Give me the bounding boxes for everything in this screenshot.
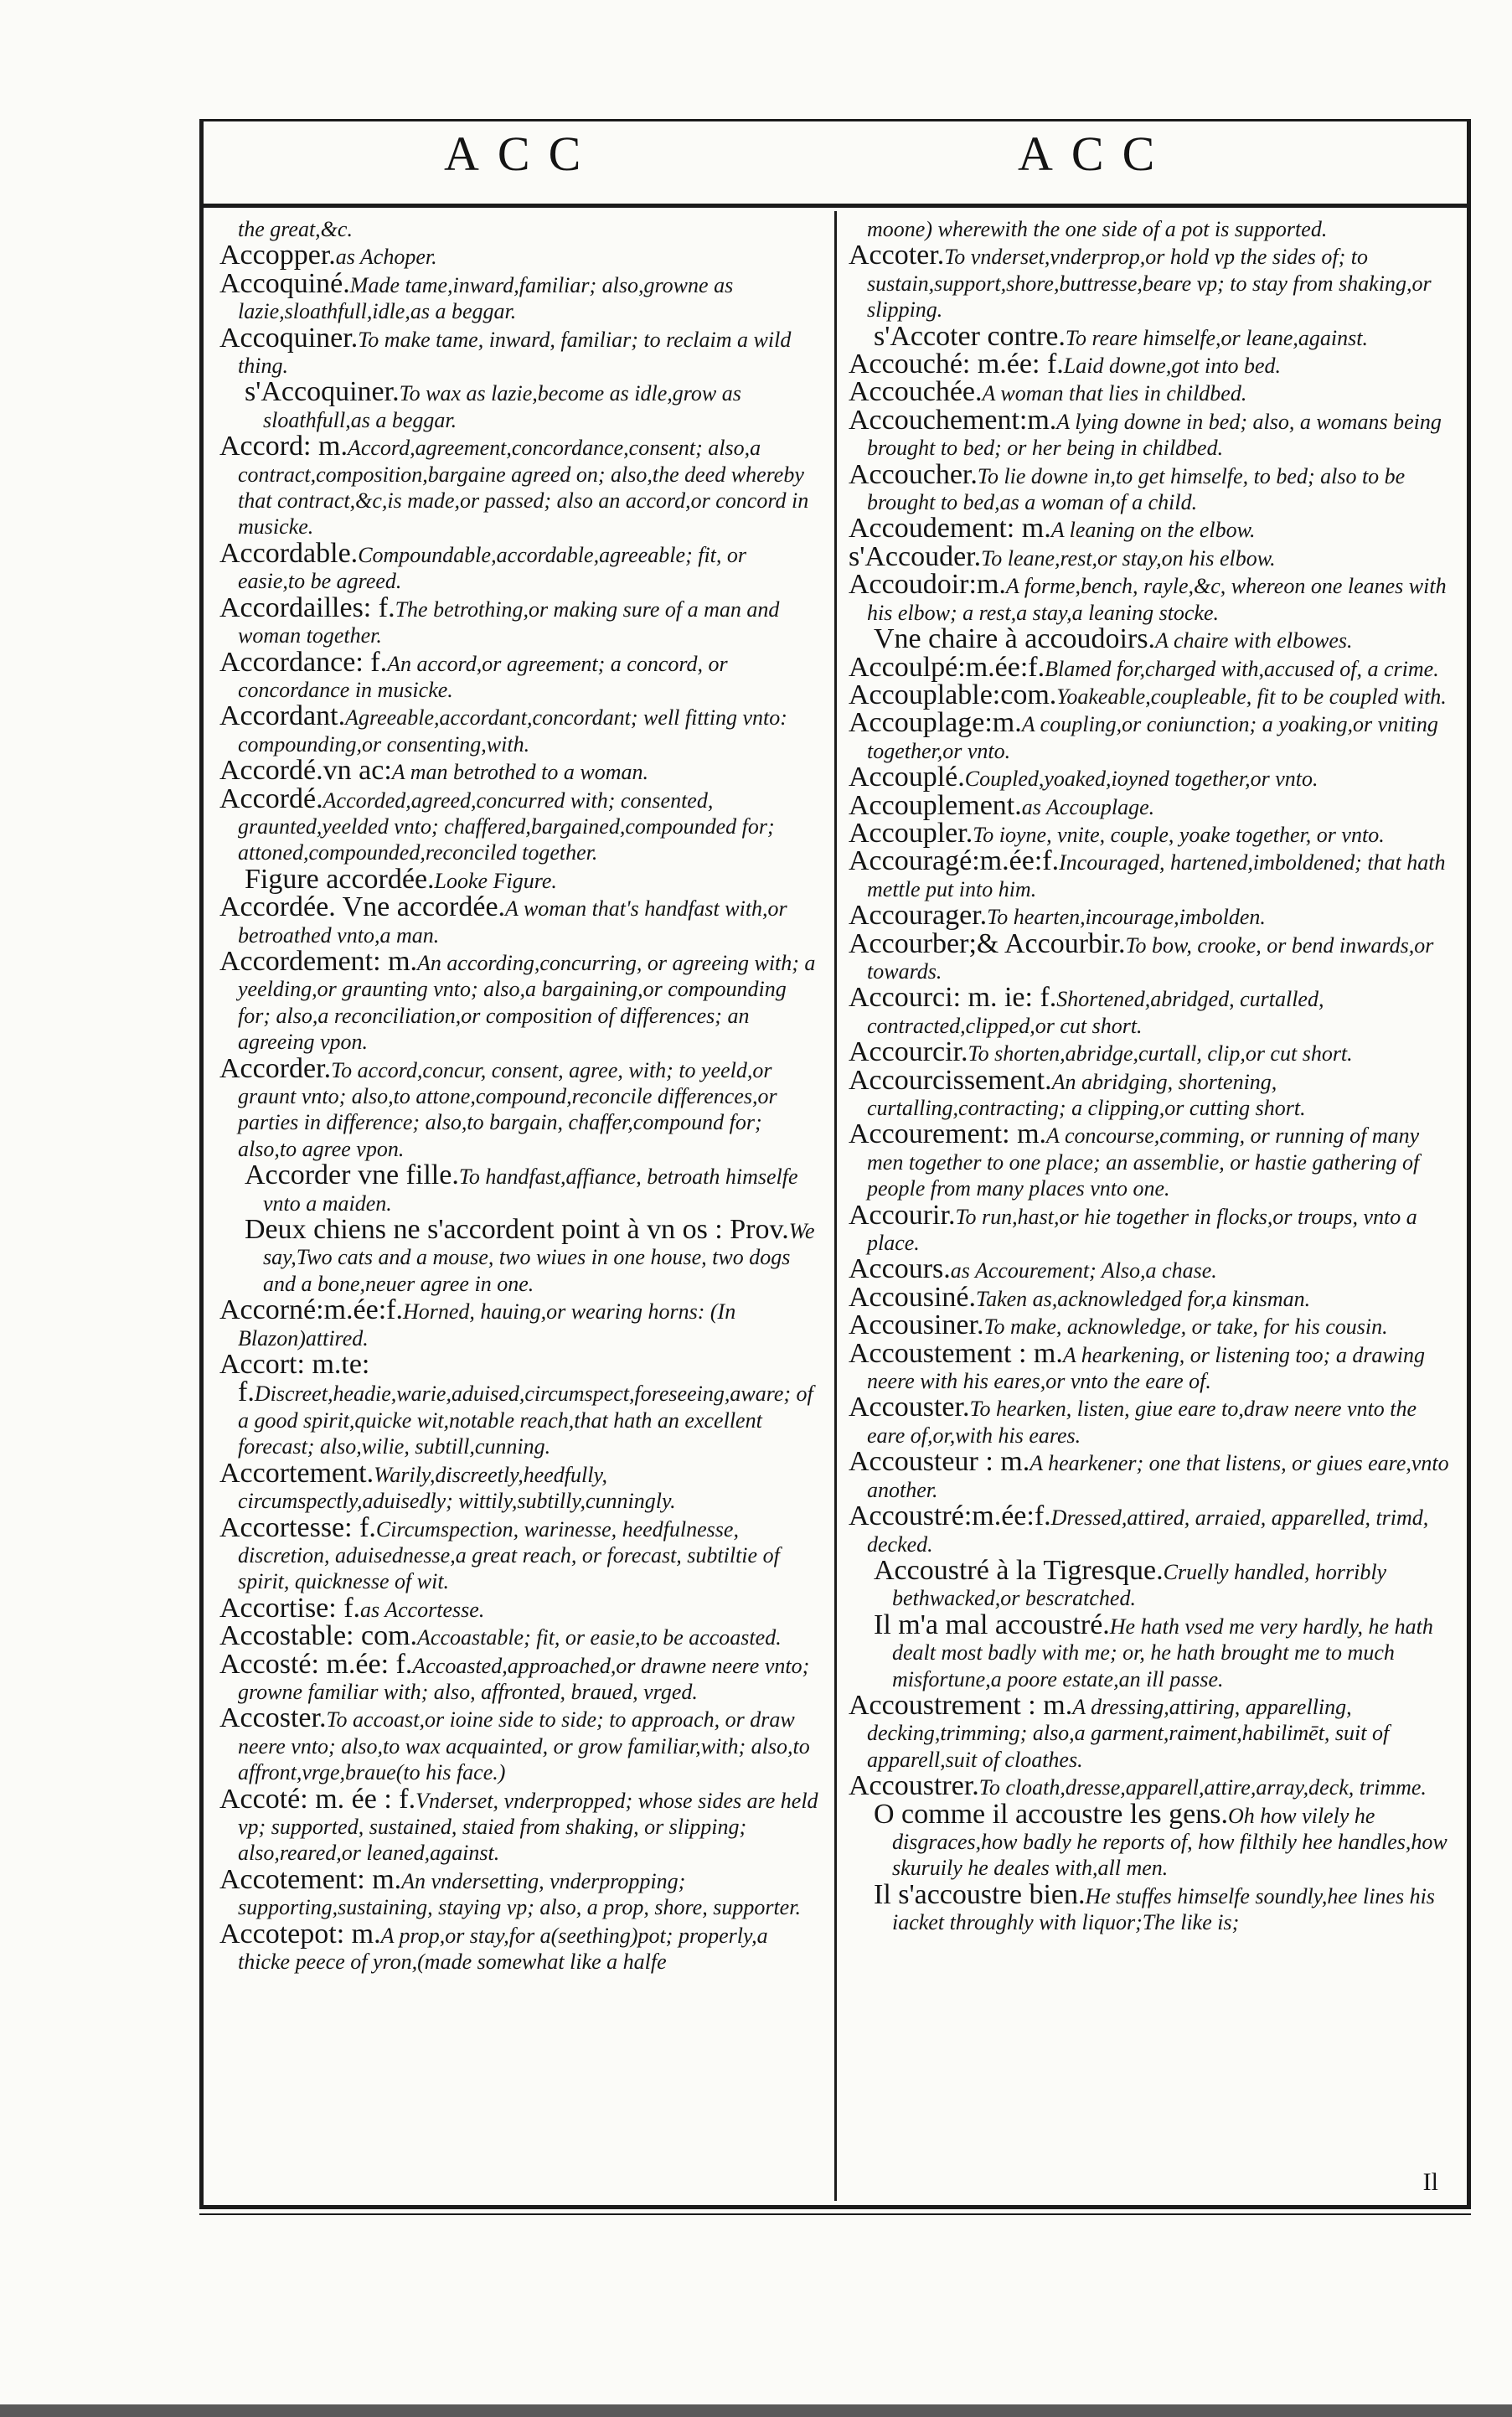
gloss: To shorten,abridge,curtall, clip,or cut short.	[968, 1041, 1353, 1066]
headword: Accorder.	[219, 1052, 332, 1084]
gloss: Discreet,headie,warie,aduised,circumspect,foreseeing,aware; of a good spirit,quicke wit,notable reach,that hath an excellent forecast; also,wilie, subtill,cunning.	[238, 1382, 813, 1459]
gloss: A woman that lies in childbed.	[982, 381, 1247, 406]
headword: Accouplable:com.	[849, 679, 1057, 710]
gloss: the great,&c.	[238, 217, 353, 241]
right-column	[849, 216, 1452, 2193]
gloss: He stuffes himselfe soundly,hee lines his iacket throughly with liquor;The like is;	[892, 1883, 1435, 1935]
dictionary-entry	[849, 1253, 1452, 1285]
headword: Accoustrement : m.	[849, 1689, 1073, 1721]
gloss: Made tame,inward,familiar; also,growne as lazie,sloathfull,idle,as a beggar.	[238, 272, 734, 324]
headword: Accouchement:m.	[849, 404, 1057, 436]
gloss: To accoast,or ioine side to side; to approach, or draw neere vnto; also,to wax acquainted, or grow familiar,with; also,to affront,vrge,braue(to his face.)	[238, 1707, 810, 1785]
page-edge-shadow	[0, 2404, 1512, 2417]
header-rule	[199, 204, 1471, 208]
headword: Accortesse: f.	[219, 1511, 376, 1543]
gloss: Circumspection, warinesse, heedfulnesse, discretion, aduisednesse,a great reach, or forecast, subtiltie of spirit, quicknesse of wit.	[238, 1516, 780, 1594]
dictionary-entry	[219, 863, 818, 895]
gloss: We say,Two cats and a mouse, two wiues in one house, two dogs and a bone,neuer agree in one.	[263, 1219, 815, 1296]
headword: s'Accoter contre.	[874, 320, 1066, 352]
gloss: To make, acknowledge, or take, for his cousin.	[983, 1314, 1388, 1340]
headword: Accordée. Vne accordée.	[219, 891, 506, 923]
headword: Accoucher.	[849, 458, 978, 490]
gloss: To make tame, inward, familiar; to reclaim a wild thing.	[238, 327, 792, 379]
dictionary-entry	[849, 764, 1452, 792]
headword: Accosté: m.ée: f.	[219, 1648, 413, 1680]
gloss: Cruelly handled, horribly bethwacked,or bescratched.	[892, 1559, 1387, 1611]
gloss: To cloath,dresse,apparell,attire,array,deck, trimme.	[978, 1775, 1427, 1800]
headword: s'Accoquiner.	[245, 376, 400, 408]
running-head-right: ACC	[1018, 127, 1174, 181]
dictionary-entry	[849, 1878, 1452, 1936]
dictionary-entry	[219, 891, 818, 948]
gloss: Accoasted,approached,or drawne neere vnto; growne familiar with; also, affronted, braued, vrged.	[238, 1653, 810, 1704]
gloss: Yoakeable,coupleable, fit to be coupled with.	[1056, 684, 1447, 709]
headword: Accoustrer.	[849, 1770, 979, 1802]
headword: Accoster.	[219, 1702, 327, 1734]
dictionary-entry	[849, 623, 1452, 655]
left-column	[219, 216, 818, 2193]
dictionary-entry	[849, 1309, 1452, 1341]
dictionary-entry	[849, 458, 1452, 516]
gloss: Laid downe,got into bed.	[1063, 354, 1282, 379]
headword: Accoustré:m.ée:f.	[849, 1500, 1051, 1532]
dictionary-entry	[849, 1064, 1452, 1122]
gloss: Taken as,acknowledged for,a kinsman.	[976, 1286, 1311, 1311]
column-divider	[834, 211, 837, 2201]
dictionary-entry	[849, 789, 1452, 821]
gloss: as Accouplage.	[1021, 794, 1155, 819]
headword: Accort: m.te: f.	[219, 1349, 370, 1408]
headword: Accouplement.	[849, 789, 1022, 821]
dictionary-entry	[849, 1446, 1452, 1503]
dictionary-entry	[849, 242, 1452, 323]
gloss: To hearken, listen, giue eare to,draw neere vnto the eare of,or,with his eares.	[867, 1397, 1417, 1448]
signature-mark: Il	[1422, 2168, 1438, 2196]
gloss: To handfast,affiance, betroath himselfe vnto a maiden.	[263, 1165, 798, 1216]
gloss: A man betrothed to a woman.	[391, 760, 648, 785]
headword: s'Accouder.	[849, 540, 982, 572]
dictionary-entry	[849, 515, 1452, 543]
gloss: Accord,agreement,concordance,consent; also,a contract,composition,bargaine agreed on; also,the deed whereby that contract,&c,is made,or passed; also an accord,or concord in musicke.	[238, 436, 809, 540]
dictionary-entry	[219, 1511, 818, 1595]
headword: Accoustré à la Tigresque.	[874, 1554, 1164, 1586]
headword: O comme il accoustre les gens.	[874, 1798, 1228, 1830]
gloss: To hearten,incourage,imbolden.	[987, 905, 1266, 930]
headword: Il m'a mal accoustré.	[874, 1609, 1110, 1640]
gloss: To accord,concur, consent, agree, with; to yeeld,or graunt vnto; also,to attone,compound,reconcile differences,or parties in difference; also,to bargain, chaffer,compound for; also,to agree vpon.	[238, 1057, 777, 1161]
dictionary-entry	[219, 322, 818, 380]
dictionary-entry	[849, 651, 1452, 683]
dictionary-entry	[219, 1648, 818, 1706]
bottom-rule	[199, 2205, 1471, 2209]
gloss: An accord,or agreement; a concord, or concordance in musicke.	[238, 651, 728, 702]
gloss: as Achoper.	[335, 245, 437, 270]
headword: Vne chaire à accoudoirs.	[874, 623, 1156, 655]
gloss: To wax as lazie,become as idle,grow as sloathfull,as a beggar.	[263, 381, 741, 432]
gloss: as Accourement; Also,a chase.	[950, 1258, 1217, 1283]
headword: Accouragé:m.ée:f.	[849, 845, 1060, 877]
headword: Accouchée.	[849, 376, 983, 408]
headword: Accouster.	[849, 1392, 970, 1423]
headword: Accouplage:m.	[849, 707, 1022, 739]
headword: Accourement: m.	[849, 1118, 1047, 1150]
gloss: Agreeable,accordant,concordant; well fitting vnto: compounding,or consenting,with.	[238, 705, 787, 757]
dictionary-entry	[849, 679, 1452, 710]
headword: Accoudement: m.	[849, 513, 1051, 545]
headword: Accousteur : m.	[849, 1446, 1030, 1478]
dictionary-entry	[219, 1918, 818, 1975]
dictionary-entry	[849, 1798, 1452, 1882]
dictionary-entry	[849, 1394, 1452, 1449]
gloss: To reare himselfe,or leane,against.	[1065, 325, 1368, 350]
headword: Il s'accoustre bien.	[874, 1878, 1086, 1910]
gloss: A chaire with elbowes.	[1155, 628, 1353, 653]
gloss: An vndersetting, vnderpropping; supporting,sustaining, staying vp; also, a prop, shore, supporter.	[238, 1868, 801, 1920]
headword: Accousiné.	[849, 1281, 977, 1313]
headword: Accotepot: m.	[219, 1918, 381, 1950]
headword: Accouplé.	[849, 762, 965, 793]
headword: Accordailles: f.	[219, 591, 395, 623]
gloss: To run,hast,or hie together in flocks,or troups, vnto a place.	[867, 1204, 1417, 1256]
headword: Accouché: m.ée: f.	[849, 349, 1064, 380]
dictionary-entry	[219, 646, 818, 704]
dictionary-entry	[219, 537, 818, 595]
headword: Accourber;& Accourbir.	[849, 927, 1126, 959]
dictionary-entry	[849, 927, 1452, 985]
dictionary-entry	[219, 1216, 818, 1297]
gloss: Vnderset, vnderpropped; whose sides are held vp; supported, sustained, staied from shaking, or slipping; also,reared,or leaned,against.	[238, 1788, 818, 1866]
gloss: A dressing,attiring, apparelling, decking,trimming; also,a garment,raiment,habilimēt, suit of apparell,suit of cloathes.	[867, 1694, 1390, 1772]
dictionary-entry	[219, 757, 818, 785]
headword: Accousiner.	[849, 1309, 984, 1341]
headword: Accoté: m. ée : f.	[219, 1783, 416, 1815]
gloss: To lie downe in,to get himselfe, to bed; also to be brought to bed,as a woman of a child.	[867, 463, 1406, 515]
dictionary-entry	[849, 1689, 1452, 1773]
dictionary-entry	[849, 1500, 1452, 1557]
gloss: An according,concurring, or agreeing with; a yeelding,or graunting vnto; also,a bargaining,or compounding for; also,a reconciliation,or composition of differences; an agreeing vpon.	[238, 950, 816, 1055]
headword: Accoter.	[849, 240, 945, 271]
headword: Accostable: com.	[219, 1620, 418, 1652]
dictionary-entry	[219, 591, 818, 649]
gloss: Compoundable,accordable,agreeable; fit, or easie,to be agreed.	[238, 542, 747, 594]
dictionary-entry	[849, 1770, 1452, 1802]
dictionary-entry	[849, 902, 1452, 930]
gloss: Dressed,attired, arraied, apparelled, trimd, decked.	[867, 1505, 1429, 1557]
gloss: He hath vsed me very hardly, he hath dealt most badly with me; or, he hath brought me to much misfortune,a poore estate,an ill passe.	[892, 1614, 1433, 1691]
gloss: Oh how vilely he disgraces,how badly he reports of, how filthily hee handles,how skuruily he deales with,all men.	[892, 1803, 1447, 1881]
headword: Accorder vne fille.	[245, 1159, 459, 1191]
headword: Accordance: f.	[219, 646, 388, 678]
dictionary-entry	[849, 707, 1452, 764]
gloss: A prop,or stay,for a(seething)pot; properly,a thicke peece of yron,(made somewhat like a halfe	[238, 1923, 768, 1974]
headword: Accourcir.	[849, 1036, 968, 1068]
dictionary-entry	[219, 242, 818, 270]
headword: Deux chiens ne s'accordent point à vn os : Prov.	[245, 1214, 789, 1246]
dictionary-entry	[849, 1036, 1452, 1068]
gloss: A concourse,comming, or running of many men together to one place; an assemblie, or hastie gathering of people from many places vnto one.	[867, 1123, 1420, 1201]
dictionary-entry	[219, 1620, 818, 1652]
dictionary-entry	[219, 1783, 818, 1867]
dictionary-entry	[849, 817, 1452, 849]
dictionary-entry	[219, 433, 818, 540]
dictionary-entry	[219, 1863, 818, 1921]
dictionary-entry	[219, 700, 818, 757]
gloss: as Accortesse.	[360, 1597, 485, 1622]
gloss: Looke Figure.	[434, 868, 557, 893]
headword: Accortement.	[219, 1457, 374, 1489]
dictionary-entry	[849, 845, 1452, 902]
gloss: To ioyne, vnite, couple, yoake together, or vnto.	[973, 822, 1385, 847]
headword: Accord: m.	[219, 431, 348, 462]
dictionary-entry	[849, 376, 1452, 408]
headword: Accoquiner.	[219, 322, 359, 354]
dictionary-entry	[849, 1281, 1452, 1313]
gloss: Shortened,abridged, curtalled, contracted,clipped,or cut short.	[867, 987, 1324, 1038]
dictionary-entry	[219, 1159, 818, 1216]
gloss: A forme,bench, rayle,&c, whereon one leanes with his elbow; a rest,a stay,a leaning stocke.	[867, 574, 1447, 625]
gloss: A hearkener; one that listens, or giues eare,vnto another.	[867, 1451, 1449, 1502]
headword: Accorné:m.ée:f.	[219, 1294, 403, 1326]
gloss: Blamed for,charged with,accused of, a crime.	[1045, 656, 1439, 681]
dictionary-entry	[849, 351, 1452, 379]
headword: Accoupler.	[849, 817, 973, 849]
dictionary-entry	[849, 1199, 1452, 1257]
headword: Accordé.vn ac:	[219, 755, 392, 787]
headword: Accordement: m.	[219, 945, 418, 977]
dictionary-entry	[219, 216, 818, 242]
headword: Accoulpé:m.ée:f.	[849, 651, 1045, 683]
gloss: moone) wherewith the one side of a pot is supported.	[867, 217, 1328, 241]
dictionary-entry	[849, 1609, 1452, 1692]
dictionary-entry	[219, 267, 818, 325]
headword: Accotement: m.	[219, 1863, 402, 1895]
headword: Accourci: m. ie: f.	[849, 982, 1057, 1014]
dictionary-entry	[849, 540, 1452, 572]
dictionary-entry	[219, 1592, 818, 1624]
gloss: A lying downe in bed; also, a womans being brought to bed; or her being in childbed.	[867, 409, 1442, 461]
headword: Accourcissement.	[849, 1064, 1052, 1096]
gloss: To bow, crooke, or bend inwards,or towards.	[867, 932, 1434, 984]
gloss: A hearkening, or listening too; a drawing neere with his eares,or vnto the eare of.	[867, 1342, 1426, 1394]
dictionary-entry	[219, 1457, 818, 1515]
headword: Accoudoir:m.	[849, 569, 1006, 601]
dictionary-entry	[219, 1052, 818, 1163]
headword: Accoquiné.	[219, 267, 350, 299]
headword: Accourager.	[849, 900, 988, 932]
running-head-left: ACC	[444, 127, 600, 181]
gloss: To leane,rest,or stay,on his elbow.	[981, 545, 1276, 571]
gloss: Horned, hauing,or wearing horns: (In Blazon)attired.	[238, 1299, 736, 1351]
gloss: Coupled,yoaked,ioyned together,or vnto.	[964, 767, 1318, 792]
dictionary-entry	[219, 1294, 818, 1351]
dictionary-entry	[219, 782, 818, 866]
headword: Figure accordée.	[245, 863, 435, 895]
dictionary-entry	[219, 1351, 818, 1460]
gloss: Warily,discreetly,heedfully, circumspectly,aduisedly; wittily,subtilly,cunningly.	[238, 1462, 676, 1514]
headword: Accordé.	[219, 782, 323, 814]
headword: Accordable.	[219, 537, 359, 569]
dictionary-entry	[219, 945, 818, 1056]
gloss: The betrothing,or making sure of a man and woman together.	[238, 597, 780, 648]
gloss: To vnderset,vnderprop,or hold vp the sides of; to sustain,support,shore,buttresse,beare vp; to stay from shaking,or slipping.	[867, 245, 1432, 323]
dictionary-entry	[849, 1554, 1452, 1612]
headword: Accopper.	[219, 240, 336, 271]
gloss: A woman that's handfast with,or betroathed vnto,a man.	[238, 896, 787, 948]
dictionary-entry	[849, 1337, 1452, 1395]
gloss: Accorded,agreed,concurred with; consented, graunted,yeelded vnto; chaffered,bargained,compounded for; attoned,compounded,reconciled together.	[238, 788, 775, 865]
dictionary-entry	[219, 376, 818, 433]
gloss: A coupling,or coniunction; a yoaking,or vniting together,or vnto.	[867, 712, 1438, 763]
dictionary-entry	[849, 1118, 1452, 1201]
dictionary-entry	[849, 216, 1452, 242]
dictionary-entry	[849, 320, 1452, 352]
dictionary-entry	[849, 984, 1452, 1039]
headword: Accours.	[849, 1253, 951, 1285]
dictionary-entry	[849, 571, 1452, 626]
headword: Accordant.	[219, 700, 346, 732]
headword: Accortise: f.	[219, 1592, 361, 1624]
gloss: Accoastable; fit, or easie,to be accoasted.	[417, 1625, 782, 1650]
headword: Accourir.	[849, 1199, 956, 1231]
dictionary-entry	[849, 404, 1452, 462]
bottom-rule-thin	[199, 2213, 1471, 2215]
headword: Accoustement : m.	[849, 1337, 1063, 1369]
dictionary-entry	[219, 1702, 818, 1785]
gloss: An abridging, shortening, curtalling,contracting; a clipping,or cutting short.	[867, 1069, 1306, 1120]
gloss: Incouraged, hartened,imboldened; that hath mettle put into him.	[867, 850, 1446, 901]
gloss: A leaning on the elbow.	[1050, 518, 1256, 543]
